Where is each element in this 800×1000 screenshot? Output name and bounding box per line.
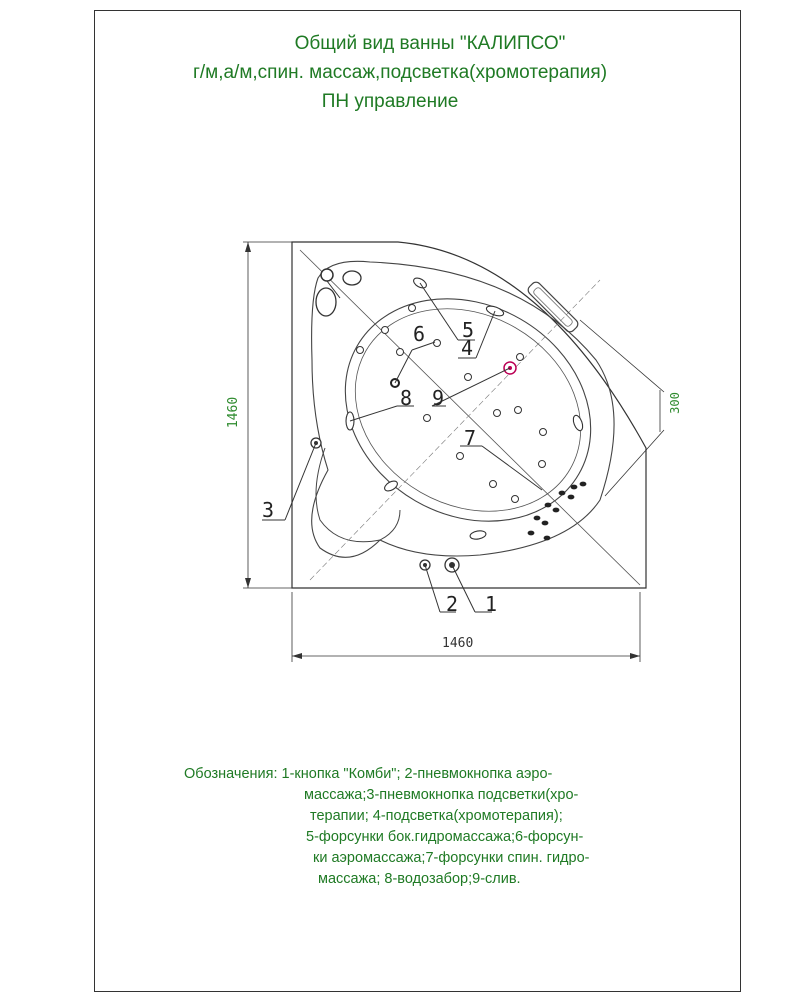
callout-7: 7 xyxy=(464,426,477,450)
legend-line-4: 5-форсунки бок.гидромассажа;6-форсун- xyxy=(306,829,584,845)
callout-8: 8 xyxy=(400,386,413,410)
drawing-control-type: ПН управление xyxy=(321,91,459,112)
faucet-spout xyxy=(343,271,361,285)
callout-6: 6 xyxy=(413,322,426,346)
drawing-subtitle: г/м,а/м,спин. массаж,подсветка(хромотерапия) xyxy=(192,62,608,83)
dimension-offset-label: 300 xyxy=(667,392,682,414)
tub-basin xyxy=(305,255,632,565)
legend-line-1: Обозначения: 1-кнопка "Комби"; 2-пневмокнопка аэро- xyxy=(184,766,553,782)
callout-2: 2 xyxy=(446,592,459,616)
dimension-arrows xyxy=(245,242,640,659)
callout-4: 4 xyxy=(461,336,474,360)
callout-5: 5 xyxy=(462,318,475,342)
legend-line-3: терапии; 4-подсветка(хромотерапия); xyxy=(310,808,563,824)
drawing-title: Общий вид ванны "КАЛИПСО" xyxy=(294,33,566,54)
callout-3: 3 xyxy=(262,498,275,522)
faucet-handle xyxy=(321,269,333,281)
legend-line-6: массажа; 8-водозабор;9-слив. xyxy=(318,871,521,887)
callout-1: 1 xyxy=(485,592,498,616)
dimension-width-label: 1460 xyxy=(442,636,474,651)
callout-9: 9 xyxy=(432,386,445,410)
tub-seat xyxy=(316,448,400,542)
dimension-height-label: 1460 xyxy=(226,396,242,429)
legend-line-2: массажа;3-пневмокнопка подсветки(хро- xyxy=(304,787,579,803)
shower-holder xyxy=(316,288,336,316)
tub-basin-inner xyxy=(318,269,617,552)
legend-line-5: ки аэромассажа;7-форсунки спин. гидро- xyxy=(313,850,590,866)
